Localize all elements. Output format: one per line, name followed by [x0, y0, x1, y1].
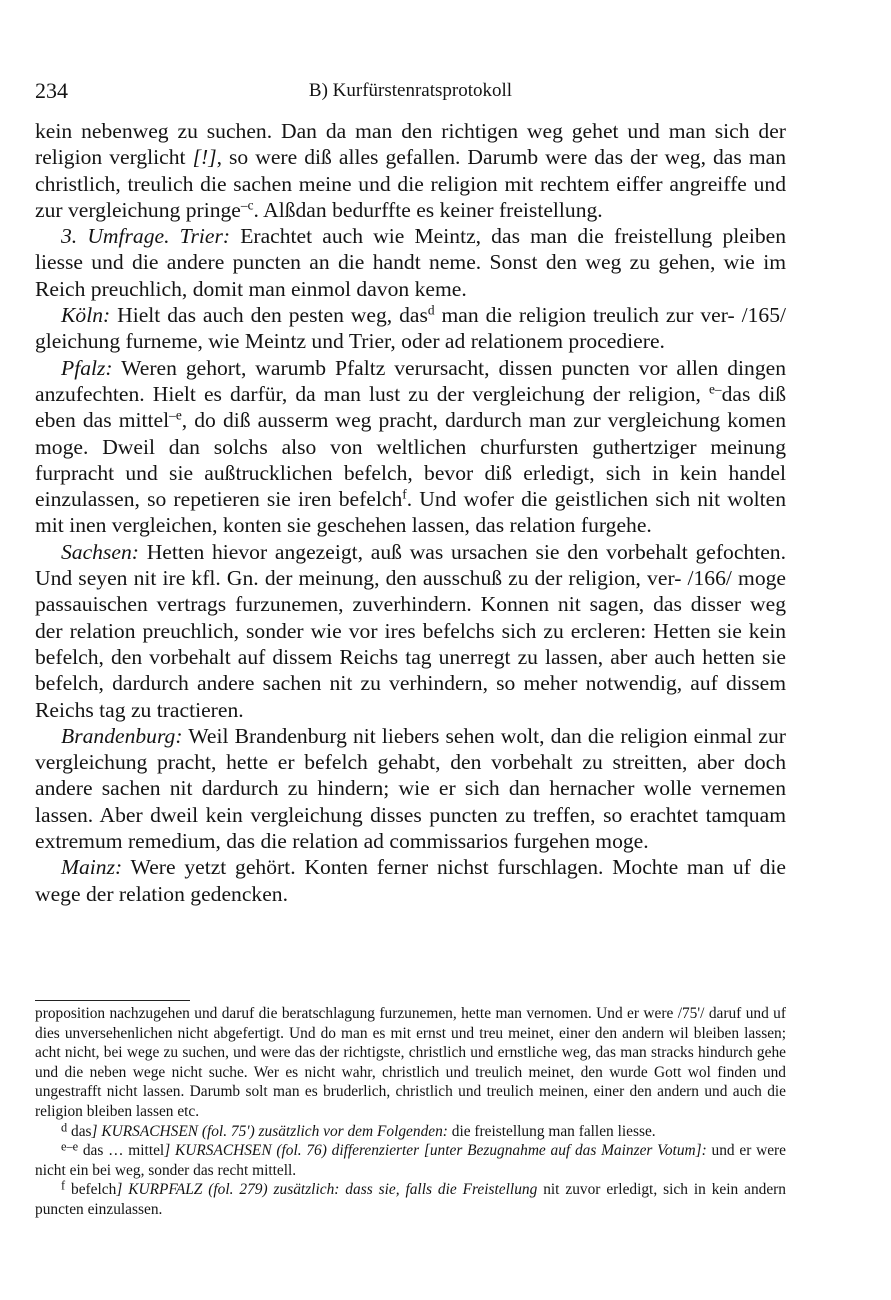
- footnote-mark-f: f: [61, 1179, 66, 1194]
- critical-mark-c: –c: [240, 197, 254, 213]
- footnote-f: $^f$ befelch] KURPFALZ (fol. 279) zusätzlich: dass sie, falls die Freistellung nit zuvor erledigt, sich in kein andern puncten einzulassen.: [35, 1179, 787, 1218]
- speaker-label-trier: 3. Umfrage. Trier:: [61, 224, 231, 249]
- paragraph-brandenburg: Brandenburg: Weil Brandenburg nit liebers sehen wolt, dan die religion einmal zur vergleichung pracht, hette er befelch gehabt, den vorbehalt zu streitten, aber doch andere sachen nit dardurch zu hindern; wie er sich dan hernacher wolle vernemen lassen. Aber dweil kein vergleichung disses puncten zu treffen, so erachtet tamquam extremum remedium, das die relation ad commissarios furgehen moge.: [35, 723, 786, 854]
- paragraph-sachsen: Sachsen: Hetten hievor angezeigt, auß was ursachen sie den vorbehalt gefochten. Und seyen nit ire kfl. Gn. der meinung, den ausschuß zu der religion, ver- /166/ moge passauischen vertrags furzunemen, zuverhindern. Konnen nit sagen, das disser weg der relation preuchlich, sonder wie vor ires befelchs sich zu ercleren: Hetten sie kein befelch, den vorbehalt auf dissem Reichs tag unerregt zu lassen, aber auch hetten sie befelch, dardurch andere sachen nit zu verhindern, so meher notwendig, auf dissem Reichs tag zu tractieren.: [35, 539, 786, 722]
- footnote-mark-e: e–e: [61, 1139, 79, 1154]
- page-number: 234: [35, 78, 68, 103]
- speaker-label-brandenburg: Brandenburg:: [61, 723, 183, 748]
- speaker-label-pfalz: Pfalz:: [61, 355, 113, 380]
- footnote-rule: [35, 1000, 190, 1001]
- footnote-d: $^d$ das] KURSACHSEN (fol. 75') zusätzlich vor dem Folgenden: die freistellung man fallen liesse.: [61, 1120, 656, 1140]
- page-header: [35, 78, 786, 106]
- footnotes: [35, 1000, 786, 1220]
- footnote-continuation: proposition nachzugehen und daruf die beratschlagung furzunemen, hette man vernomen. Und er were /75'/ daruf und uf dies unversehenlichen nicht abgefertigt. Und do man es mit ernst und treu meinet, einer den andern wil bleiben lassen; acht nicht, bei wege zu suchen, und were das der richtigste, christlich und ernstliche weg, das man stracks hindurch gehe und die neben wege nicht suche. Wer es nicht wahr, christlich und treulich meinet, den wurde Gott wol finden und ungestrafft nicht lassen. Darumb solt man es bruderlich, christlich und treulich meinen, einer den andern und auch die religion bleiben lassen etc.: [35, 1005, 786, 1120]
- paragraph-1: kein nebenweg zu suchen. Dan da man den richtigen weg gehet und man sich der religion verglicht [!], so were diß alles gefallen. Darumb were das der weg, das man christlich, treulich die sachen meine und die religion mit rechtem eiffer angreiffe und zur vergleichung pringe$^{-c}$. Alßdan bedurffte es keiner freistellung.: [35, 119, 786, 222]
- main-text: [35, 118, 786, 907]
- critical-mark-e-open: e–: [708, 381, 722, 397]
- speaker-label-mainz: Mainz:: [61, 855, 123, 880]
- speaker-label-koeln: Köln:: [61, 303, 111, 328]
- critical-mark-e-close: –e: [169, 407, 182, 423]
- footnote-ref-d[interactable]: d: [427, 302, 435, 318]
- footnote-mark-d: d: [61, 1120, 68, 1135]
- speaker-label-sachsen: Sachsen:: [61, 539, 139, 564]
- footnote-e: $^{e-e}$ das … mittel] KURSACHSEN (fol. 76) differenzierter [unter Bezugnahme auf das Mainzer Votum]: und er were nicht ein bei weg, sonder das recht mittell.: [35, 1139, 787, 1179]
- paragraph-pfalz: Pfalz: Weren gehort, warumb Pfaltz verursacht, dissen puncten vor allen dingen anzufechten. Hielt es darfür, da man lust zu der vergleichung der religion, $^{e-}$das diß eben das mittel$^{-e}$, do diß ausserm weg pracht, dardurch man zur vergleichung komen moge. Dweil dan solchs also von weltlichen churfursten guthertziger meinung furpracht und sie außtrucklichen befelch, bevor diß erledigt, sich in kein handel einzulassen, so repetieren sie iren befelch$^f$. Und wofer die geistlichen sich nit wolten mit inen vergleichen, konten sie geschehen lassen, das relation furgehe.: [35, 355, 787, 538]
- paragraph-koeln: Köln: Hielt das auch den pesten weg, das$^d$ man die religion treulich zur ver- /165/ gleichung furneme, wie Meintz und Trier, oder ad relationem procediere.: [35, 302, 786, 354]
- paragraph-trier: 3. Umfrage. Trier: Erachtet auch wie Meintz, das man die freistellung pleiben liesse und die andere puncten an die handt neme. Sonst den weg zu gehen, wie im Reich preuchlich, domit man einmol davon keme.: [35, 224, 786, 301]
- sic-marker: [!]: [192, 145, 217, 170]
- paragraph-mainz: Mainz: Were yetzt gehört. Konten ferner nichst furschlagen. Mochte man uf die wege der relation gedencken.: [35, 855, 786, 906]
- footnote-ref-f[interactable]: f: [402, 486, 407, 502]
- running-head: B) Kurfürstenratsprotokoll: [308, 80, 513, 101]
